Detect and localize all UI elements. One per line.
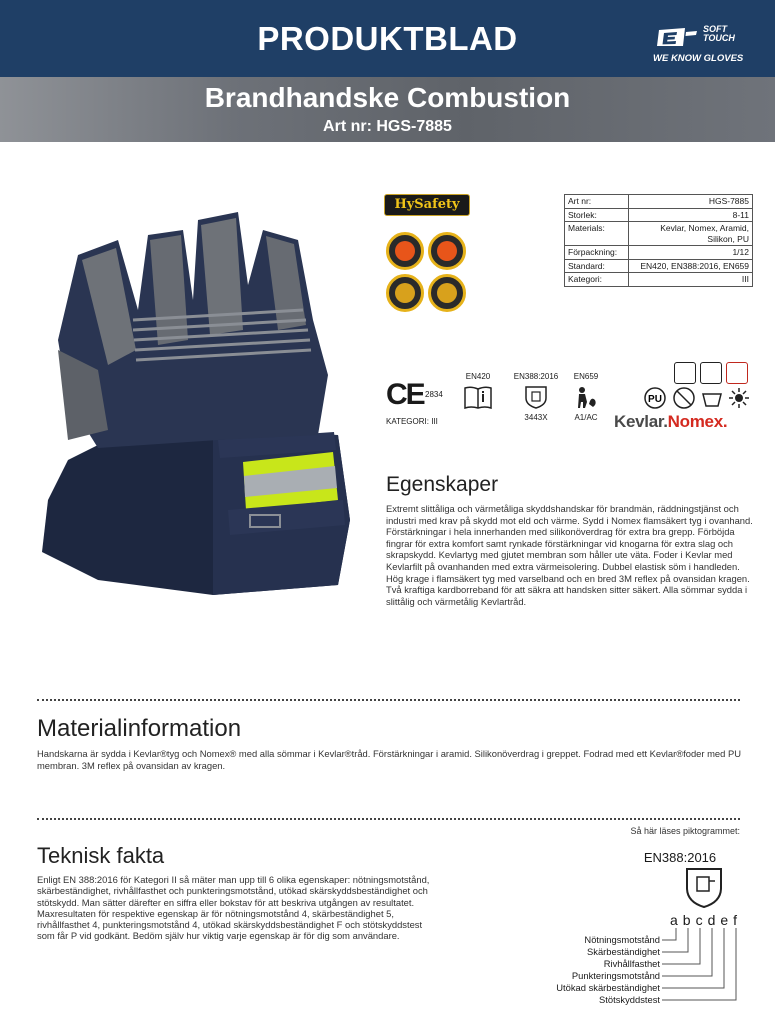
pu-icon [643, 386, 667, 410]
spec-table [564, 194, 753, 287]
cut-protection-icon [386, 274, 424, 312]
cert-en388 [508, 372, 564, 422]
hand-icon [674, 362, 696, 384]
cert-en659-code: A1/AC [574, 413, 598, 422]
care-icons [643, 362, 753, 410]
cert-en420-label: EN420 [465, 372, 491, 381]
table-row: Förpackning: 1/12 [565, 246, 753, 260]
egenskaper-heading: Egenskaper [386, 473, 499, 496]
pictogram-legend-lines [660, 928, 740, 1018]
mechanical-shield-icon [523, 384, 549, 410]
pictogram-letters: abcdef [670, 912, 743, 928]
table-row: Art nr: HGS-7885 [565, 195, 753, 209]
legend-item: Utökad skärbeständighet [556, 982, 660, 993]
cert-en420 [458, 372, 498, 413]
pictogram-standard: EN388:2016 [643, 850, 717, 865]
temperature-icon [700, 362, 722, 384]
legend-item: Punkteringsmotstånd [571, 970, 660, 981]
legend-item: Stötskyddstest [599, 994, 660, 1005]
legend-item: Skärbeständighet [587, 946, 660, 957]
mechanical-shield-icon [684, 866, 724, 910]
water-proof-icon [428, 274, 466, 312]
info-book-icon [463, 384, 493, 410]
table-row: Kategori: III [565, 273, 753, 287]
hysafety-logo: HySafety [384, 194, 470, 216]
cert-en388-label: EN388:2016 [513, 372, 559, 381]
kevlar-logo: Kevlar. [614, 412, 668, 431]
legend-item: Nötningsmotstånd [584, 934, 660, 945]
table-row: Materials: Kevlar, Nomex, Aramid, Silikon, PU [565, 222, 753, 246]
firefighter-icon [573, 384, 599, 410]
table-row: Standard: EN420, EN388:2016, EN659 [565, 259, 753, 273]
logo-tagline: WE KNOW GLOVES [653, 53, 744, 64]
divider [37, 818, 740, 820]
kevlar-nomex-logo [614, 412, 727, 432]
nomex-logo: Nomex. [667, 412, 728, 431]
materialinformation-heading: Materialinformation [37, 715, 242, 742]
egenskaper-text: Extremt slittåliga och värmetåliga skyddshandskar för brandmän, räddningstjänst och industri med krav på skydd mot eld och värme. Sydd i Nomex flamsäkert tyg i ovanhand. Förstärkningar i hela innerhanden med silikonöverdrag för extra bra grepp. Förböjda fingrar för extra komfort samt rynkade förstärkningar vid knogarna för extra slag och skrapskydd. Kevlartyg med gjutet membran som håller ute väta. Foder i Kevlar med Kevlarfilt på ovanhanden med extra värmeisolering. Dubbel elastisk söm i handleden. Hög krage i flamsäkert tyg med varselband och en bred 3M reflex på ovansidan kragen. Två kraftiga kardborreband för att säkra att handsken sitter säkert. Alla sömmar sydda i slittålig och värmetålig Kevlartråd. [386, 503, 753, 607]
header-band [0, 0, 775, 77]
cert-en659-label: EN659 [573, 372, 599, 381]
table-row: Storlek: 8-11 [565, 208, 753, 222]
feature-badges [384, 230, 468, 314]
fireman-gloves-icon [386, 232, 424, 270]
heat-warning-icon [726, 362, 748, 384]
cert-en388-code: 3443X [524, 413, 548, 422]
wash-icon [700, 386, 724, 410]
kategori-label: KATEGORI: III [386, 417, 438, 426]
ce-mark: CE [386, 378, 424, 411]
svg-text:PU: PU [648, 394, 662, 405]
product-band [0, 77, 775, 142]
ce-number: 2834 [425, 390, 443, 399]
cert-en659 [566, 372, 606, 422]
logo-wordmark: SOFT TOUCH [703, 24, 735, 43]
legend-item: Rivhållfasthet [603, 958, 660, 969]
soft-touch-logo-icon [655, 26, 699, 48]
no-bleach-icon [672, 386, 696, 410]
product-name: Brandhandske Combustion [204, 82, 571, 113]
divider [37, 699, 740, 701]
materialinformation-text: Handskarna är sydda i Kevlar®tyg och Nomex® med alla sömmar i Kevlar®tråd. Förstärkningar i aramid. Silikonöverdrag i greppet. Fodrad med ett Kevlar®foder med PU membran. 3M reflex på ovansidan av kragen. [37, 748, 741, 772]
page-title: PRODUKTBLAD [257, 20, 518, 57]
heat-protection-icon [428, 232, 466, 270]
teknisk-text: Enligt EN 388:2016 för Kategori II så mäter man upp till 6 olika egenskaper: nötningsmotstånd, skärbeständighet, rivhållfasthet och punkteringsmotstånd, utökad skärskyddsbeständighet och stötskydd. Man sätter därefter en siffra eller bokstav för att beskriva utgången av resultatet. Maxresultaten för respektive egenskap är för nötningsmotstånd 4, skärbeständighet 5, rivhållfasthet 4, punkteringsmotstånd 4, utökad skärskyddsbeständighet F och stötskyddstest som får P vid godkänt. Bedöm själv hur viktig varje egenskap är för dig som användare. [37, 874, 430, 942]
glove-image [38, 200, 358, 605]
article-number: Art nr: HGS-7885 [323, 118, 452, 135]
sun-icon [727, 386, 751, 410]
teknisk-heading: Teknisk fakta [37, 843, 165, 868]
pictogram-note: Så här läses piktogrammet: [630, 826, 740, 836]
